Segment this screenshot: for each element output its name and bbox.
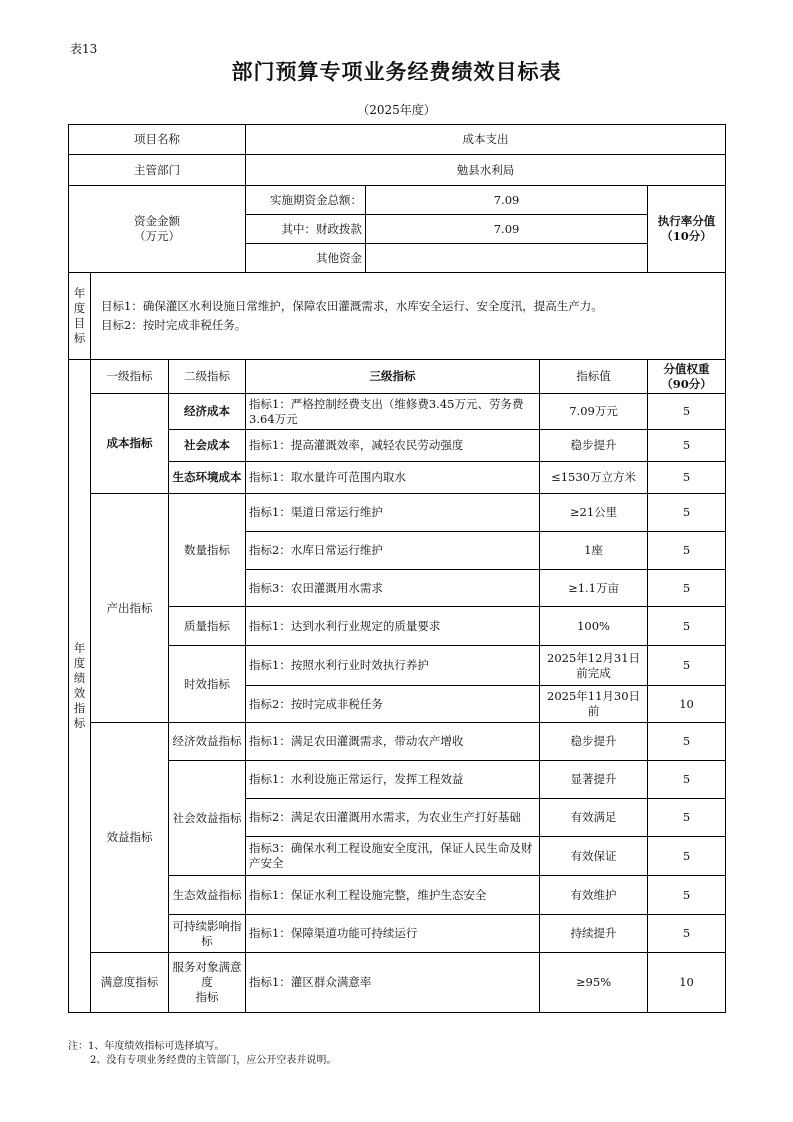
level3-indicator: 指标1：满足农田灌溉需求，带动农产增收 <box>246 723 540 761</box>
project-name-label: 项目名称 <box>69 125 246 155</box>
indicator-weight: 5 <box>648 837 726 876</box>
fiscal-funds-value: 7.09 <box>366 215 648 244</box>
indicator-value: 稳步提升 <box>540 430 648 462</box>
execution-rate-label: 执行率分值 （10分） <box>648 186 726 273</box>
department-label: 主管部门 <box>69 155 246 186</box>
indicator-weight: 5 <box>648 607 726 646</box>
indicator-value: 有效维护 <box>540 876 648 915</box>
note-1: 注：1、年度绩效指标可选择填写。 <box>68 1041 225 1052</box>
indicator-weight: 5 <box>648 394 726 430</box>
annual-goal-label: 年 度 目 标 <box>69 273 91 360</box>
indicator-value: 2025年11月30日前 <box>540 686 648 723</box>
level1-indicator: 产出指标 <box>91 494 169 723</box>
level3-indicator: 指标1：达到水利行业规定的质量要求 <box>246 607 540 646</box>
col-value-header: 指标值 <box>540 360 648 394</box>
level3-indicator: 指标2：满足农田灌溉用水需求，为农业生产打好基础 <box>246 799 540 837</box>
level2-indicator: 生态环境成本 <box>169 462 246 494</box>
indicator-value: 显著提升 <box>540 761 648 799</box>
level3-indicator: 指标1：严格控制经费支出（维修费3.45万元、劳务费3.64万元 <box>246 394 540 430</box>
indicator-value: 100% <box>540 607 648 646</box>
indicator-value: ≥21公里 <box>540 494 648 532</box>
level3-indicator: 指标1：取水量许可范围内取水 <box>246 462 540 494</box>
level1-indicator: 成本指标 <box>91 394 169 494</box>
table-number: 表13 <box>70 42 98 56</box>
annual-goal-content <box>91 273 726 360</box>
level2-indicator: 时效指标 <box>169 646 246 723</box>
indicator-weight: 10 <box>648 686 726 723</box>
level3-indicator: 指标2：水库日常运行维护 <box>246 532 540 570</box>
level3-indicator: 指标1：水利设施正常运行，发挥工程效益 <box>246 761 540 799</box>
level3-indicator: 指标1：按照水利行业时效执行养护 <box>246 646 540 686</box>
level3-indicator: 指标1：保证水利工程设施完整，维护生态安全 <box>246 876 540 915</box>
indicator-weight: 5 <box>648 532 726 570</box>
level3-indicator: 指标1：灌区群众满意率 <box>246 953 540 1013</box>
indicator-weight: 5 <box>648 430 726 462</box>
level1-indicator: 满意度指标 <box>91 953 169 1013</box>
indicator-weight: 5 <box>648 570 726 607</box>
level2-indicator: 社会成本 <box>169 430 246 462</box>
fiscal-funds-label: 其中：财政拨款 <box>246 215 366 244</box>
level3-indicator: 指标1：提高灌溉效率，减轻农民劳动强度 <box>246 430 540 462</box>
indicator-weight: 5 <box>648 646 726 686</box>
level2-indicator: 质量指标 <box>169 607 246 646</box>
level2-indicator: 可持续影响指标 <box>169 915 246 953</box>
level3-indicator: 指标3：确保水利工程设施安全度汛，保证人民生命及财产安全 <box>246 837 540 876</box>
level1-indicator: 效益指标 <box>91 723 169 953</box>
other-funds-label: 其他资金 <box>246 244 366 273</box>
project-name-value: 成本支出 <box>246 125 726 155</box>
level3-indicator: 指标1：渠道日常运行维护 <box>246 494 540 532</box>
funds-label: 资金金额 （万元） <box>69 186 246 273</box>
total-funds-value: 7.09 <box>366 186 648 215</box>
level2-indicator: 社会效益指标 <box>169 761 246 876</box>
level3-indicator: 指标3：农田灌溉用水需求 <box>246 570 540 607</box>
indicator-value: 2025年12月31日前完成 <box>540 646 648 686</box>
indicator-value: 有效满足 <box>540 799 648 837</box>
total-funds-label: 实施期资金总额： <box>246 186 366 215</box>
department-value: 勉县水利局 <box>246 155 726 186</box>
level2-indicator: 生态效益指标 <box>169 876 246 915</box>
note-2: 2、没有专项业务经费的主管部门，应公开空表并说明。 <box>90 1055 337 1066</box>
indicator-weight: 5 <box>648 761 726 799</box>
other-funds-value <box>366 244 648 273</box>
indicator-value: 有效保证 <box>540 837 648 876</box>
indicator-value: ≥95% <box>540 953 648 1013</box>
indicator-weight: 5 <box>648 494 726 532</box>
indicators-side-label: 年 度 绩 效 指 标 <box>69 360 91 1013</box>
indicator-value: 稳步提升 <box>540 723 648 761</box>
performance-table <box>68 124 726 1013</box>
indicator-value: 7.09万元 <box>540 394 648 430</box>
goal-2: 目标2：按时完成非税任务。 <box>101 318 247 332</box>
indicator-weight: 5 <box>648 876 726 915</box>
page-title: 部门预算专项业务经费绩效目标表 <box>231 60 562 84</box>
indicator-weight: 5 <box>648 799 726 837</box>
level2-indicator: 经济效益指标 <box>169 723 246 761</box>
footnotes <box>68 1040 336 1068</box>
goal-1: 目标1：确保灌区水利设施日常维护，保障农田灌溉需求，水库安全运行、安全度汛，提高生产力。 <box>101 299 603 313</box>
level3-indicator: 指标1：保障渠道功能可持续运行 <box>246 915 540 953</box>
col-weight-header: 分值权重 （90分） <box>648 360 726 394</box>
col-level2-header: 二级指标 <box>169 360 246 394</box>
col-level3-header: 三级指标 <box>246 360 540 394</box>
indicator-weight: 10 <box>648 953 726 1013</box>
level2-indicator: 数量指标 <box>169 494 246 607</box>
col-level1-header: 一级指标 <box>91 360 169 394</box>
indicator-value: 1座 <box>540 532 648 570</box>
indicator-weight: 5 <box>648 915 726 953</box>
indicator-weight: 5 <box>648 723 726 761</box>
indicator-value: 持续提升 <box>540 915 648 953</box>
level2-indicator: 经济成本 <box>169 394 246 430</box>
level2-indicator: 服务对象满意度 指标 <box>169 953 246 1013</box>
level3-indicator: 指标2：按时完成非税任务 <box>246 686 540 723</box>
indicator-weight: 5 <box>648 462 726 494</box>
indicator-value: ≥1.1万亩 <box>540 570 648 607</box>
indicator-value: ≤1530万立方米 <box>540 462 648 494</box>
budget-year: （2025年度） <box>357 103 436 117</box>
